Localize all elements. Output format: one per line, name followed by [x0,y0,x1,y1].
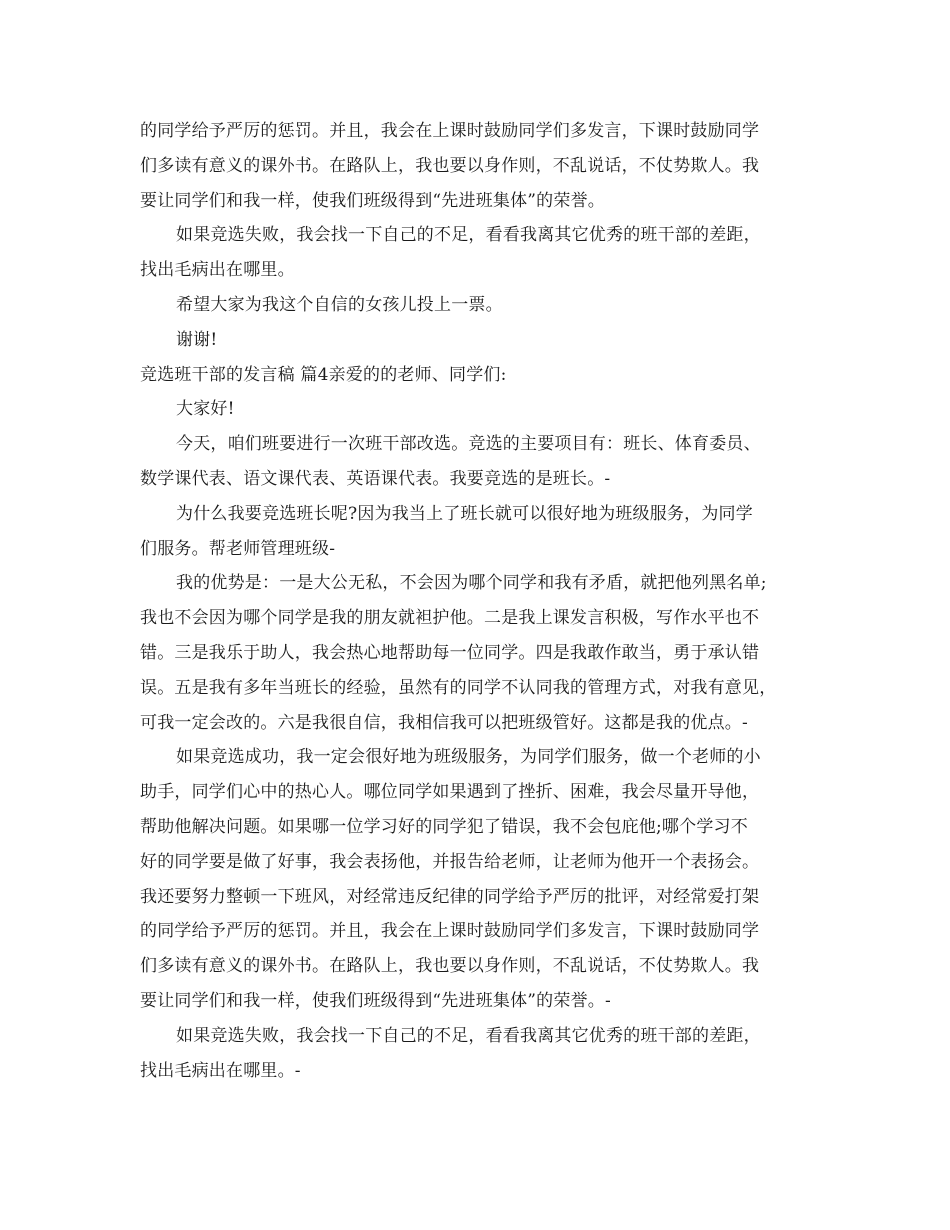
text-line: 们服务。帮老师管理班级- [140,538,336,559]
text-line: 我还要努力整顿一下班风，对经常违反纪律的同学给予严厉的批评，对经常爱打架 [140,886,760,907]
section-heading: 竞选班干部的发言稿 篇4亲爱的的老师、同学们: [140,364,507,385]
text-line: 如果竞选失败，我会找一下自己的不足，看看我离其它优秀的班干部的差距， [176,1025,761,1046]
text-line: 数学课代表、语文课代表、英语课代表。我要竞选的是班长。- [140,468,611,489]
text-line: 谢谢! [176,329,218,350]
text-line: 可我一定会改的。六是我很自信，我相信我可以把班级管好。这都是我的优点。- [140,712,748,733]
text-line: 要让同学们和我一样，使我们班级得到“先进班集体”的荣誉。- [140,990,611,1011]
text-line: 助手，同学们心中的热心人。哪位同学如果遇到了挫折、困难，我会尽量开导他， [140,782,760,803]
text-line: 帮助他解决问题。如果哪一位学习好的同学犯了错误，我不会包庇他;哪个学习不 [140,816,748,837]
text-line: 我的优势是：一是大公无私，不会因为哪个同学和我有矛盾，就把他列黑名单; [176,573,767,594]
text-line: 的同学给予严厉的惩罚。并且，我会在上课时鼓励同学们多发言，下课时鼓励同学 [140,121,760,141]
text-line: 误。五是我有多年当班长的经验，虽然有的同学不认同我的管理方式，对我有意见， [140,677,777,698]
document-body [140,114,820,1088]
text-line: 为什么我要竞选班长呢?因为我当上了班长就可以很好地为班级服务，为同学 [176,503,753,524]
text-line: 们多读有意义的课外书。在路队上，我也要以身作则，不乱说话，不仗势欺人。我 [140,956,760,977]
text-line: 大家好! [176,399,235,420]
text-line: 今天，咱们班要进行一次班干部改选。竞选的主要项目有：班长、体育委员、 [176,434,761,455]
text-line: 好的同学要是做了好事，我会表扬他，并报告给老师，让老师为他开一个表扬会。 [140,851,760,872]
text-line: 如果竞选失败，我会找一下自己的不足，看看我离其它优秀的班干部的差距， [176,225,761,246]
text-line: 我也不会因为哪个同学是我的朋友就袒护他。二是我上课发言积极，写作水平也不 [140,608,760,629]
text-line: 希望大家为我这个自信的女孩儿投上一票。 [176,294,503,315]
text-line: 如果竞选成功，我一定会很好地为班级服务，为同学们服务，做一个老师的小 [176,747,761,768]
text-line: 错。三是我乐于助人，我会热心地帮助每一位同学。四是我敢作敢当，勇于承认错 [140,642,760,663]
text-line: 们多读有意义的课外书。在路队上，我也要以身作则，不乱说话，不仗势欺人。我 [140,155,760,176]
text-line: 的同学给予严厉的惩罚。并且，我会在上课时鼓励同学们多发言，下课时鼓励同学 [140,921,760,942]
text-line: 找出毛病出在哪里。 [140,260,295,281]
text-line: 要让同学们和我一样，使我们班级得到“先进班集体”的荣誉。 [140,190,605,211]
text-line: 找出毛病出在哪里。- [140,1060,301,1081]
